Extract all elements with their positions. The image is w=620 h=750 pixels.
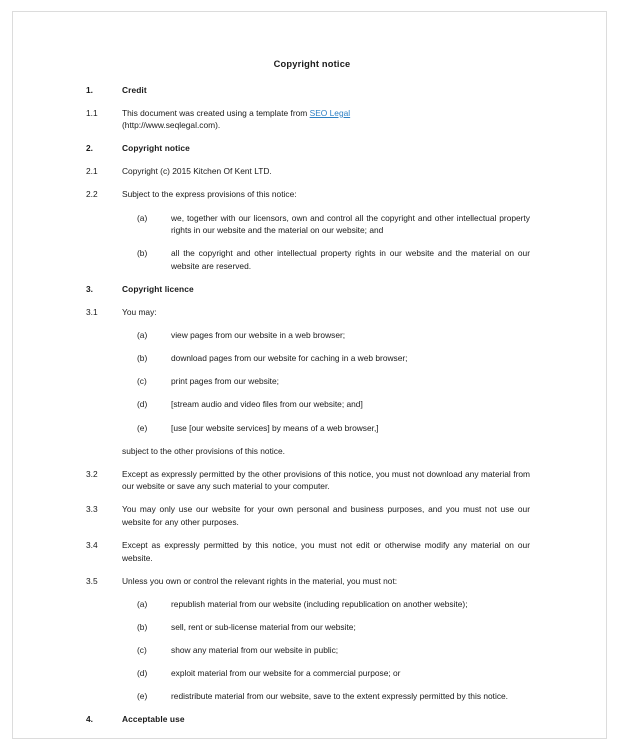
section-number: 4. (86, 714, 93, 725)
section-number: 2. (86, 143, 93, 154)
section-number: 3. (86, 283, 93, 294)
list-item (137, 667, 530, 680)
list-item (137, 398, 530, 411)
list-item-letter: (e) (137, 422, 148, 433)
list-item-letter: (a) (137, 598, 148, 609)
list-item (137, 422, 530, 435)
document-body (86, 59, 530, 736)
list-item (137, 352, 530, 365)
list-item-text: show any material from our website in public; (171, 645, 339, 656)
section-heading-4 (86, 713, 530, 726)
list-item (137, 644, 530, 657)
section-heading-2 (86, 142, 530, 155)
section-title: Acceptable use (122, 714, 185, 725)
clause-text: You may: (122, 307, 157, 318)
clause-text: Subject to the express provisions of this notice: (122, 189, 297, 200)
clause-text: Copyright (c) 2015 Kitchen Of Kent LTD. (122, 166, 272, 177)
list-item-letter: (e) (137, 691, 148, 702)
list-item-letter: (a) (137, 330, 148, 341)
list-item-text: sell, rent or sub-license material from our website; (171, 621, 356, 632)
list-item-letter: (d) (137, 399, 148, 410)
clause-3-3 (86, 503, 530, 528)
clause-number: 3.1 (86, 307, 98, 318)
section-heading-1 (86, 84, 530, 97)
list-item-text: all the copyright and other intellectual property rights in our website and the material on our website are reserved. (171, 248, 530, 271)
list-item (137, 621, 530, 634)
list-item-text: republish material from our website (including republication on another website); (171, 598, 468, 609)
clause-number: 2.2 (86, 189, 98, 200)
list-item (137, 329, 530, 342)
list-item-text: view pages from our website in a web browser; (171, 330, 346, 341)
clause-number: 3.2 (86, 468, 98, 479)
list-item-text: redistribute material from our website, save to the extent expressly permitted by this notice. (171, 691, 509, 702)
section-title: Copyright notice (122, 143, 190, 154)
clause-1-1 (86, 107, 530, 132)
clause-text: You may only use our website for your own personal and business purposes, and you must not use our website for any other purposes. (122, 504, 530, 527)
list-item (137, 690, 530, 703)
list-item-text: download pages from our website for caching in a web browser; (171, 353, 408, 364)
clause-text-second-line: (http://www.seqlegal.com). (122, 120, 221, 131)
clause-text-lead: This document was created using a template from (122, 107, 310, 118)
clause-text: Except as expressly permitted by this notice, you must not edit or otherwise modify any material on our website. (122, 540, 530, 563)
clause-text: Except as expressly permitted by the other provisions of this notice, you must not download any material from our website or save any such material to your computer. (122, 468, 530, 492)
list-item-letter: (c) (137, 376, 147, 387)
seo-legal-link[interactable]: SEO Legal (309, 107, 351, 118)
section-heading-3 (86, 283, 530, 296)
document-page (12, 11, 607, 739)
list-item (137, 212, 530, 237)
section-number: 1. (86, 84, 93, 95)
section-title: Copyright licence (122, 283, 194, 294)
list-item-letter: (b) (137, 353, 148, 364)
clause-3-1 (86, 306, 530, 319)
list-item-letter: (d) (137, 668, 148, 679)
list-item-letter: (a) (137, 212, 148, 223)
clause-number: 1.1 (86, 107, 98, 118)
list-item-letter: (b) (137, 248, 148, 259)
clause-3-1-trailing-text: subject to the other provisions of this notice. (122, 445, 285, 456)
clause-text (122, 107, 530, 132)
list-item-text: [use [our website services] by means of a web browser,] (171, 422, 379, 433)
clause-text: Unless you own or control the relevant rights in the material, you must not: (122, 575, 398, 586)
list-item (137, 247, 530, 272)
list-item-text: exploit material from our website for a commercial purpose; or (171, 668, 401, 679)
list-item-letter: (b) (137, 621, 148, 632)
clause-2-2 (86, 188, 530, 201)
clause-number: 3.5 (86, 575, 98, 586)
clause-3-5 (86, 575, 530, 588)
page-title: Copyright notice (273, 59, 351, 69)
list-item (137, 375, 530, 388)
section-title: Credit (122, 84, 147, 95)
list-item (137, 598, 530, 611)
clause-2-1 (86, 165, 530, 178)
clause-3-2 (86, 468, 530, 493)
clause-number: 3.3 (86, 504, 98, 515)
clause-number: 2.1 (86, 166, 98, 177)
list-item-text: we, together with our licensors, own and control all the copyright and other intellectual property rights in our website and the material on our website; and (171, 212, 530, 236)
clause-3-4 (86, 539, 530, 564)
list-item-text: print pages from our website; (171, 376, 279, 387)
list-item-text: [stream audio and video files from our website; and] (171, 399, 363, 410)
clause-number: 3.4 (86, 540, 98, 551)
list-item-letter: (c) (137, 645, 147, 656)
